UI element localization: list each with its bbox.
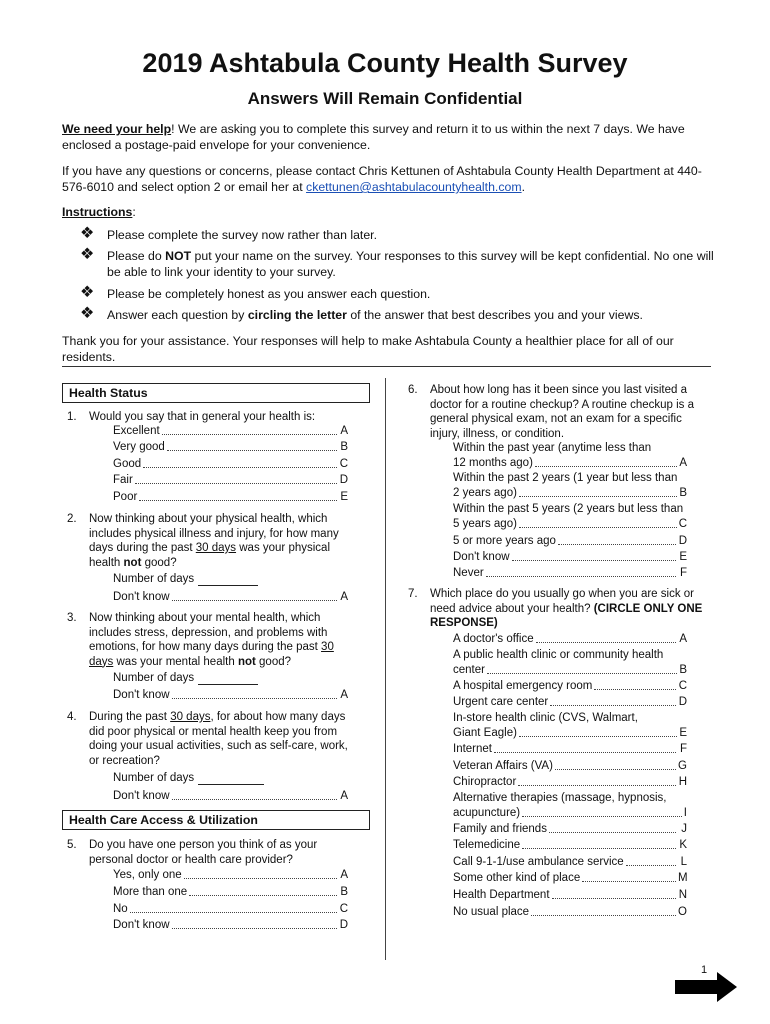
bullet-text: Please complete the survey now rather than later.	[107, 228, 377, 242]
bullet-text: Please do NOT put your name on the survey. Your responses to this survey will be kept confidential. No one will be able to link your identity to your survey.	[107, 249, 714, 279]
diamond-bullet-icon: ❖	[80, 305, 95, 322]
bullet-text: Answer each question by circling the letter of the answer that best describes you and your views.	[107, 308, 643, 322]
answer-option[interactable]: Alternative therapies (massage, hypnosis, acupuncture) I	[453, 792, 687, 819]
answer-option[interactable]: Excellent A	[113, 425, 348, 437]
answer-option[interactable]: Don't know A	[113, 790, 348, 802]
number-of-days-field[interactable]: Number of days	[113, 572, 258, 586]
diamond-bullet-icon: ❖	[80, 225, 95, 242]
answer-option[interactable]: A doctor's office A	[453, 633, 687, 645]
page-subtitle: Answers Will Remain Confidential	[247, 89, 523, 108]
page-number: 1	[701, 964, 708, 976]
thanks-paragraph: Thank you for your assistance. Your responses will help to make Ashtabula County a healthier place for all of our residents.	[62, 334, 674, 364]
contact-end: .	[521, 180, 525, 194]
column-divider	[385, 378, 386, 960]
instructions-label: Instructions	[62, 205, 133, 219]
answer-option[interactable]: No usual place O	[453, 906, 687, 918]
answer-option[interactable]: Within the past 2 years (1 year but less than 2 years ago) B	[453, 472, 687, 499]
answer-option[interactable]: Family and friends J	[453, 823, 687, 835]
answer-option[interactable]: No C	[113, 903, 348, 915]
section-health-status: Health Status	[62, 383, 370, 403]
answer-option[interactable]: Don't know A	[113, 689, 348, 701]
answer-option[interactable]: Urgent care center D	[453, 696, 687, 708]
answer-option[interactable]: Some other kind of place M	[453, 872, 688, 884]
answer-option[interactable]: A hospital emergency room C	[453, 680, 687, 692]
question-text: Which place do you usually go when you are sick or need advice about your health? (CIRCLE ONLY ONE RESPONSE)	[430, 588, 703, 629]
answer-option[interactable]: Telemedicine K	[453, 839, 687, 851]
answer-option[interactable]: Good C	[113, 458, 348, 470]
answer-option[interactable]: Yes, only one A	[113, 869, 348, 881]
section-health-care-access: Health Care Access & Utilization	[62, 810, 370, 830]
answer-option[interactable]: Call 9-1-1/use ambulance service L	[453, 856, 687, 868]
bullet-text: Please be completely honest as you answer each question.	[107, 287, 431, 301]
answer-option[interactable]: Chiropractor H	[453, 776, 687, 788]
answer-option[interactable]: 5 or more years ago D	[453, 535, 687, 547]
diamond-bullet-icon: ❖	[80, 246, 95, 263]
question-text: Would you say that in general your health is:	[89, 411, 316, 423]
answer-option[interactable]: Poor E	[113, 491, 348, 503]
answer-option[interactable]: Fair D	[113, 474, 348, 486]
page-title: 2019 Ashtabula County Health Survey	[142, 48, 628, 78]
contact-text: If you have any questions or concerns, please contact Chris Kettunen of Ashtabula County Health Department at 440-576-6010 and select option 2 or email her at	[62, 164, 702, 194]
diamond-bullet-icon: ❖	[80, 284, 95, 301]
answer-option[interactable]: More than one B	[113, 886, 348, 898]
instructions-colon: :	[132, 205, 136, 219]
answer-option[interactable]: Within the past year (anytime less than 12 months ago) A	[453, 442, 687, 469]
number-of-days-field[interactable]: Number of days	[113, 671, 258, 685]
instructions-heading	[62, 205, 136, 219]
question-text: Now thinking about your mental health, which includes stress, depression, and problems with emotions, for how many days during the past 30 days was your mental health not good?	[89, 612, 334, 668]
question-text: Do you have one person you think of as your personal doctor or health care provider?	[89, 839, 318, 866]
horizontal-rule	[62, 366, 711, 367]
answer-option[interactable]: In-store health clinic (CVS, Walmart, Giant Eagle) E	[453, 712, 687, 739]
answer-option[interactable]: Don't know A	[113, 591, 348, 603]
answer-option[interactable]: Veteran Affairs (VA) G	[453, 760, 687, 772]
answer-option[interactable]: Never F	[453, 567, 687, 579]
number-of-days-field[interactable]: Number of days	[113, 771, 264, 785]
answer-option[interactable]: Don't know D	[113, 919, 348, 931]
intro-help-paragraph	[62, 121, 722, 153]
help-text: ! We are asking you to complete this survey and return it to us within the next 7 days. We have enclosed a postage-paid envelope for your convenience.	[62, 122, 685, 152]
arrow-right-icon[interactable]	[675, 972, 737, 1002]
contact-email-link[interactable]: ckettunen@ashtabulacountyhealth.com	[306, 180, 522, 194]
answer-option[interactable]: Health Department N	[453, 889, 687, 901]
question-text: About how long has it been since you last visited a doctor for a routine checkup? A routine checkup is a general physical exam, not an exam for a specific injury, illness, or condition.	[430, 384, 695, 440]
contact-paragraph	[62, 163, 722, 195]
answer-option[interactable]: Internet F	[453, 743, 687, 755]
question-text: Now thinking about your physical health, which includes physical illness and injury, for how many days during the past 30 days was your physical health not good?	[89, 513, 339, 569]
question-text: During the past 30 days, for about how many days did poor physical or mental health keep you from doing your usual activities, such as self-care, work, or recreation?	[89, 711, 348, 767]
answer-option[interactable]: Don't know E	[453, 551, 687, 563]
help-label: We need your help	[62, 122, 172, 136]
answer-option[interactable]: Within the past 5 years (2 years but less than 5 years ago) C	[453, 503, 687, 530]
answer-option[interactable]: Very good B	[113, 441, 348, 453]
answer-option[interactable]: A public health clinic or community health center B	[453, 649, 687, 676]
